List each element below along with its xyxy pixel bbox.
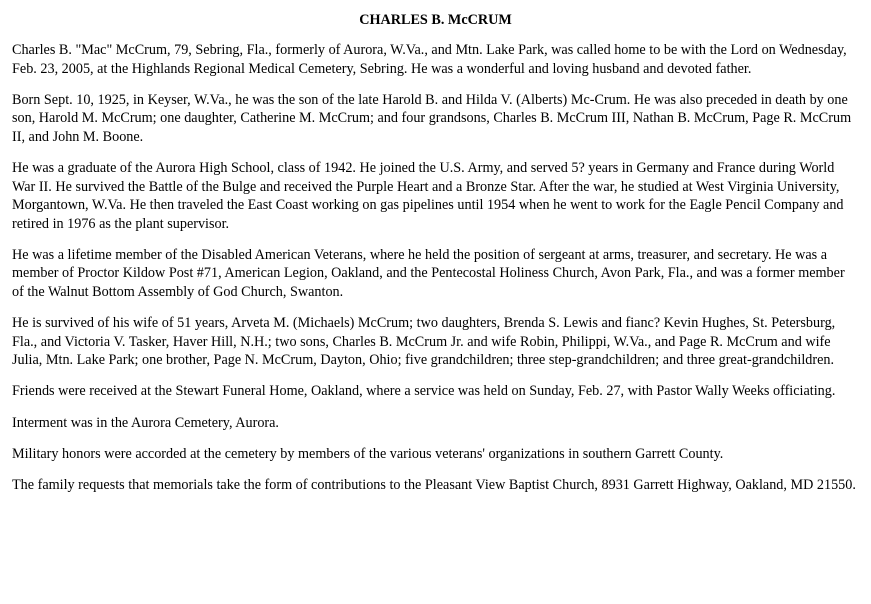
paragraph-education-career: He was a graduate of the Aurora High School, class of 1942. He joined the U.S. Army, and served 5? years in Germany and France during World War II. He survived the Battle of the Bulge and received the Purple Heart and a Bronze Star. After the war, he studied at West Virginia University, Morgantown, W.Va. He then traveled the East Coast working on gas pipelines until 1954 when he went to work for the Eagle Pencil Company and retired in 1976 as the plant supervisor.: [12, 159, 844, 232]
paragraph-memorials: The family requests that memorials take the form of contributions to the Pleasant View Baptist Church, 8931 Garrett Highway, Oakland, MD 21550.: [12, 476, 856, 493]
paragraph-death-notice: Charles B. "Mac" McCrum, 79, Sebring, Fla., formerly of Aurora, W.Va., and Mtn. Lake Park, was called home to be with the Lord on Wednesday, Feb. 23, 2005, at the Highlands Regional Medical Cemetery, Sebring. He was a wonderful and loving husband and devoted father.: [12, 42, 847, 77]
page-title: CHARLES B. McCRUM: [359, 12, 512, 28]
paragraph-survivors: He is survived of his wife of 51 years, Arveta M. (Michaels) McCrum; two daughters, Brenda S. Lewis and fianc? Kevin Hughes, St. Petersburg, Fla., and Victoria V. Tasker, Haver Hill, N.H.; two sons, Charles B. McCrum Jr. and wife Robin, Philippi, W.Va., and Page R. McCrum and wife Julia, Mtn. Lake Park; one brother, Page N. McCrum, Dayton, Ohio; five grandchildren; three step-grandchildren; and three great-grandchildren.: [12, 315, 836, 369]
paragraph-memberships: He was a lifetime member of the Disabled American Veterans, where he held the position of sergeant at arms, treasurer, and secretary. He was a member of Proctor Kildow Post #71, American Legion, Oakland, and the Pentecostal Holiness Church, Avon Park, Fla., and was a former member of the Walnut Bottom Assembly of God Church, Swanton.: [12, 246, 845, 301]
paragraph-service: Friends were received at the Stewart Funeral Home, Oakland, where a service was held on Sunday, Feb. 27, with Pastor Wally Weeks officiating.: [12, 383, 836, 400]
paragraph-birth-family: Born Sept. 10, 1925, in Keyser, W.Va., he was the son of the late Harold B. and Hilda V. (Alberts) Mc-Crum. He was also preceded in death by one son, Harold M. McCrum; one daughter, Catherine M. McCrum; and four grandsons, Charles B. McCrum III, Nathan B. McCrum, Page R. McCrum II, and John M. Boone.: [12, 91, 852, 145]
paragraph-military-honors: Military honors were accorded at the cemetery by members of the various veterans' organizations in southern Garrett County.: [12, 445, 724, 462]
paragraph-interment: Interment was in the Aurora Cemetery, Aurora.: [12, 414, 279, 431]
